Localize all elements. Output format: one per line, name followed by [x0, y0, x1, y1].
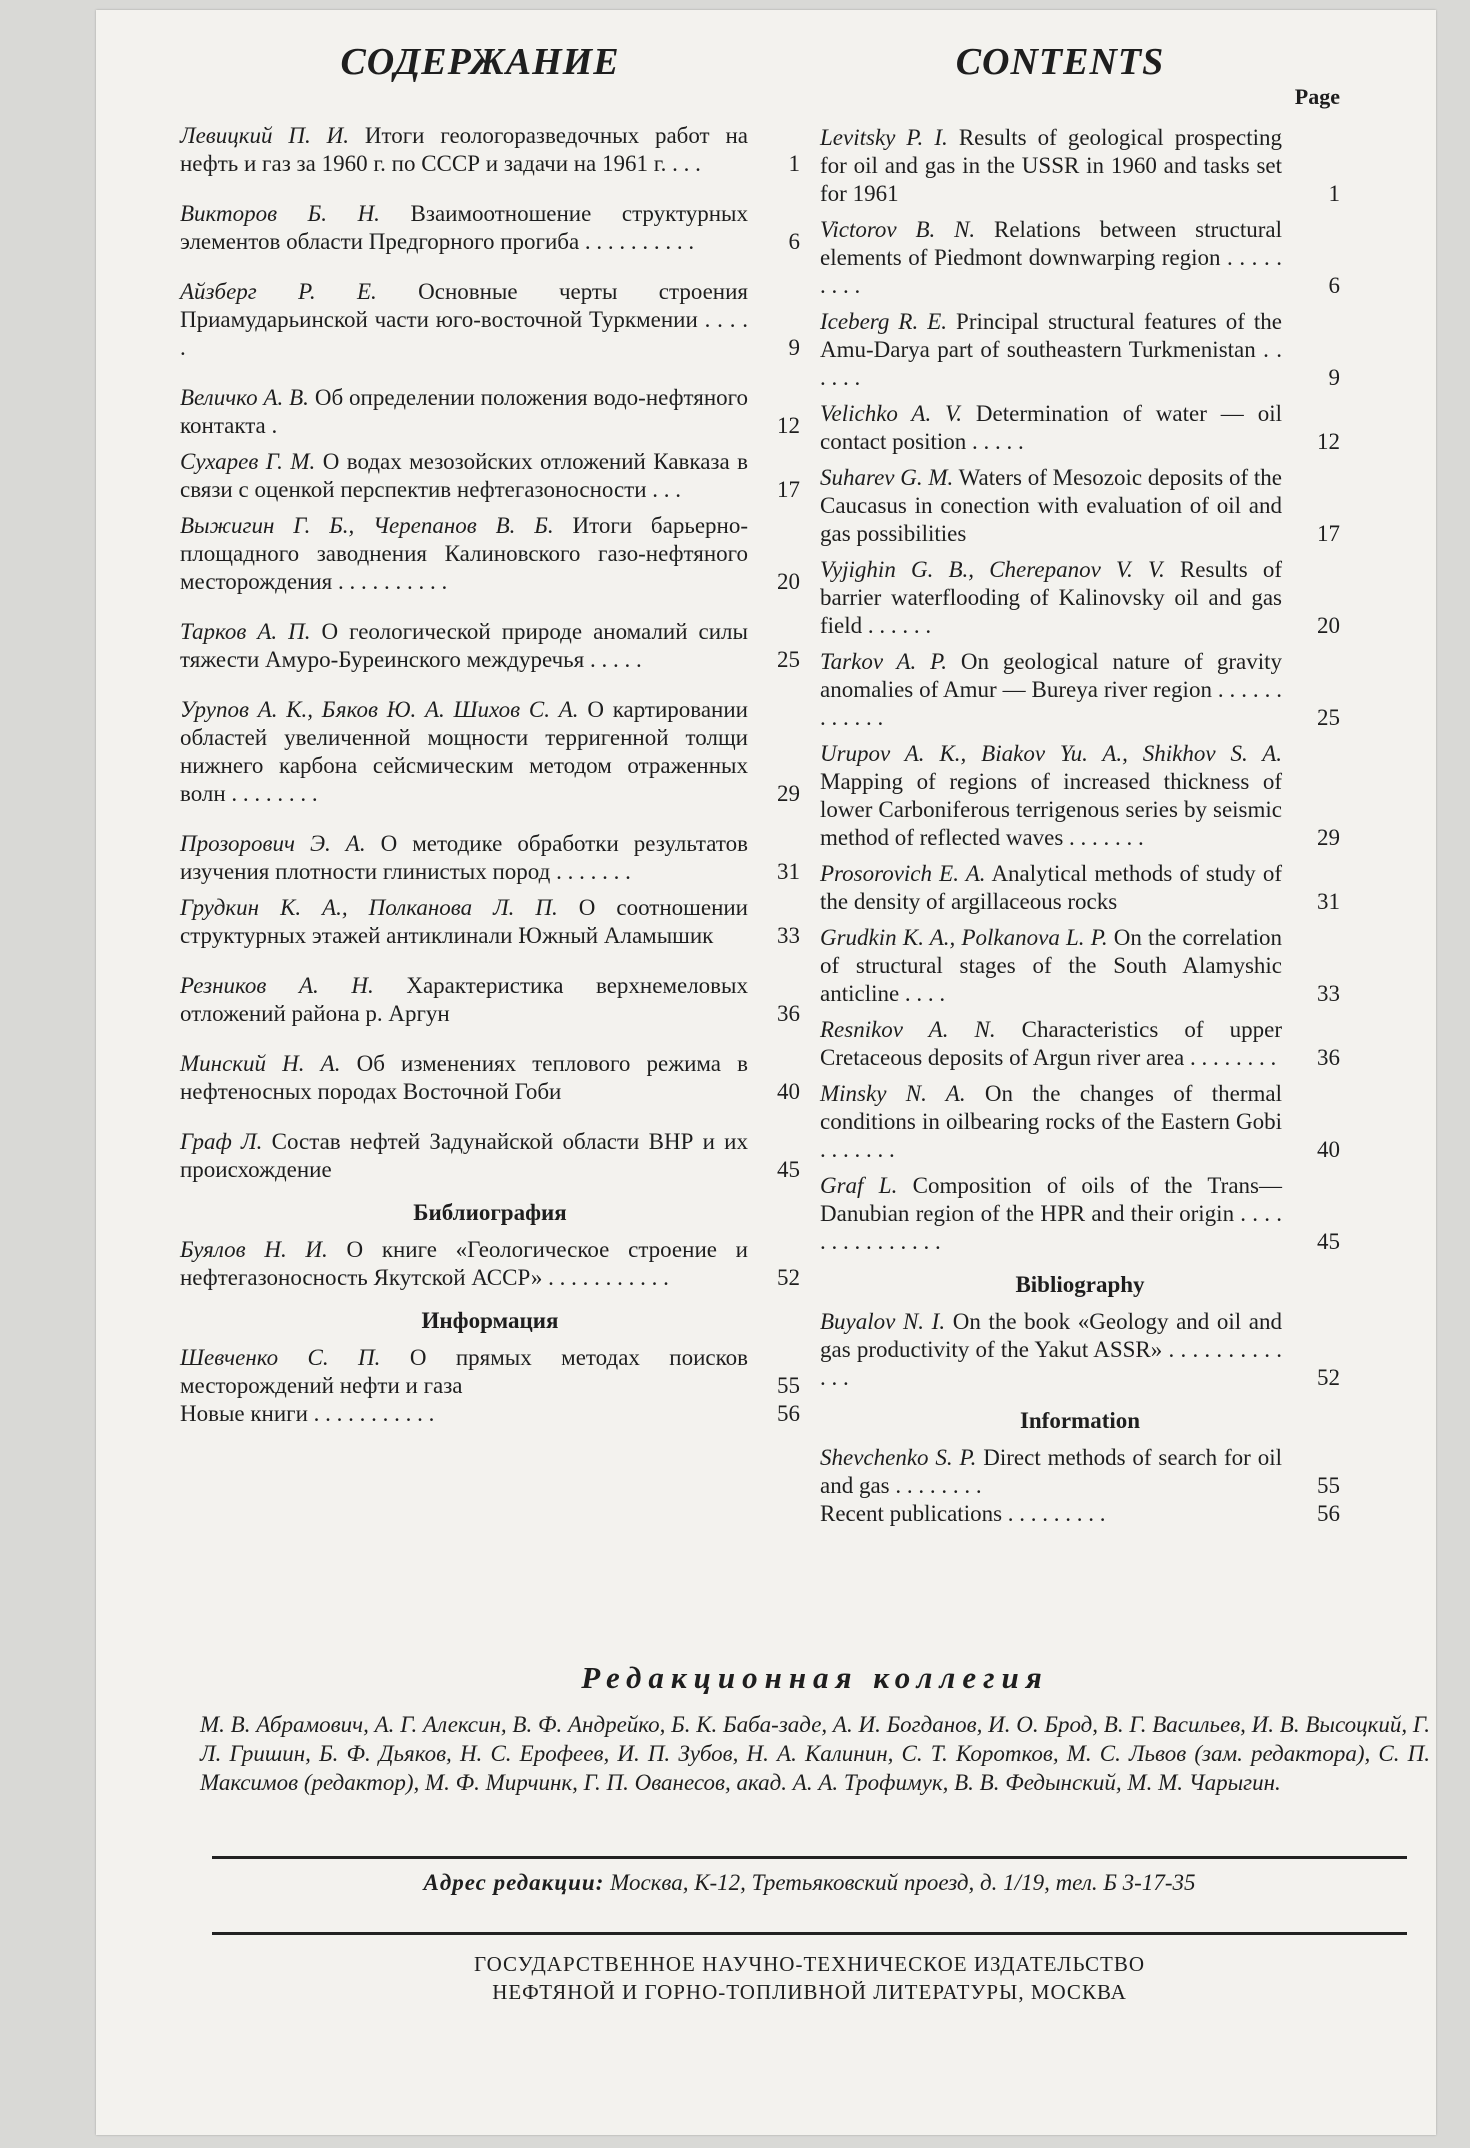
- entry-title: Analytical methods of study of the density of argillaceous rocks: [820, 861, 1283, 914]
- entry-author: Сухарев Г. М.: [180, 449, 316, 474]
- toc-entry: [820, 860, 1340, 916]
- entry-page: 40: [1317, 1137, 1340, 1162]
- toc-entry: [180, 696, 800, 808]
- ru-information-entry: [180, 1344, 800, 1400]
- contents-en-list: [820, 124, 1340, 1256]
- toc-entry: [180, 448, 800, 504]
- entry-title: Results of geological prospecting for oil and gas in the USSR in 1960 and tasks set for 1961: [820, 125, 1283, 206]
- entry-page: 55: [1317, 1473, 1340, 1498]
- entry-page: 6: [1328, 273, 1340, 298]
- entry-page: 20: [777, 569, 800, 594]
- toc-entry: [180, 278, 800, 362]
- entry-page: 33: [777, 923, 800, 948]
- entry-author: Buyalov N. I.: [820, 1309, 946, 1334]
- entry-title: Новые книги . . . . . . . . . . .: [180, 1401, 435, 1426]
- toc-entry: [180, 512, 800, 596]
- entry-author: Tarkov A. P.: [820, 649, 947, 674]
- entry-page: 12: [777, 413, 800, 438]
- entry-author: Тарков А. П.: [180, 619, 311, 644]
- ru-new-books-entry: [180, 1400, 800, 1428]
- contents-en-heading: CONTENTS: [955, 41, 1165, 83]
- entry-page: 56: [777, 1401, 800, 1426]
- ru-bibliography-heading: Библиография: [413, 1200, 567, 1225]
- entry-page: 52: [777, 1265, 800, 1290]
- en-recent-publications-entry: [820, 1500, 1340, 1528]
- entry-page: 9: [788, 335, 800, 360]
- entry-author: Выжигин Г. Б., Черепанов В. Б.: [180, 513, 554, 538]
- entry-page: 33: [1317, 981, 1340, 1006]
- address-label: Адрес редакции:: [423, 1870, 605, 1895]
- entry-title: Characteristics of upper Cretaceous deposits of Argun river area . . . . . . . .: [820, 1017, 1282, 1070]
- entry-title: Results of barrier waterflooding of Kalinovsky oil and gas field . . . . . .: [820, 557, 1283, 638]
- toc-entry: [180, 618, 800, 674]
- entry-author: Грудкин К. А., Полканова Л. П.: [180, 895, 558, 920]
- en-information-entry: [820, 1444, 1340, 1500]
- entry-author: Iceberg R. E.: [820, 309, 948, 334]
- toc-entry: [820, 1016, 1340, 1072]
- entry-author: Suharev G. M.: [820, 465, 954, 490]
- publisher-line-2: НЕФТЯНОЙ И ГОРНО-ТОПЛИВНОЙ ЛИТЕРАТУРЫ, МОСКВА: [492, 1980, 1127, 2004]
- entry-page: 17: [777, 477, 800, 502]
- entry-author: Graf L.: [820, 1173, 898, 1198]
- contents-en-column: [820, 40, 1340, 1528]
- address-text: Москва, К-12, Третьяковский проезд, д. 1/19, тел. Б 3-17-35: [610, 1870, 1196, 1895]
- entry-title: О прямых методах поисков месторождений нефти и газа: [180, 1345, 748, 1398]
- entry-author: Викторов Б. Н.: [180, 201, 380, 226]
- entry-author: Буялов Н. И.: [180, 1237, 328, 1262]
- entry-page: 17: [1317, 521, 1340, 546]
- ru-information-heading: Информация: [421, 1308, 559, 1333]
- entry-page: 56: [1317, 1501, 1340, 1526]
- entry-author: Граф Л.: [180, 1129, 263, 1154]
- entry-author: Minsky N. A.: [820, 1081, 966, 1106]
- toc-entry: [180, 200, 800, 256]
- entry-title: Composition of oils of the Trans—Danubian region of the HPR and their origin . . . . . . . . . . . . . . .: [820, 1173, 1282, 1254]
- toc-entry: [820, 400, 1340, 456]
- entry-author: Прозорович Э. А.: [180, 831, 366, 856]
- entry-page: 29: [1317, 825, 1340, 850]
- toc-entry: [180, 894, 800, 950]
- toc-entry: [180, 972, 800, 1028]
- entry-author: Urupov A. K., Biakov Yu. A., Shikhov S. A.: [820, 741, 1282, 766]
- entry-author: Айзберг Р. Е.: [180, 279, 377, 304]
- entry-author: Шевченко С. П.: [180, 1345, 381, 1370]
- entry-page: 9: [1328, 365, 1340, 390]
- contents-ru-heading: СОДЕРЖАНИЕ: [340, 41, 620, 83]
- toc-entry: [820, 740, 1340, 852]
- entry-title: Relations between structural elements of Piedmont downwarping region . . . . . . . . .: [820, 217, 1282, 298]
- entry-title: Principal structural features of the Amu-Darya part of southeastern Turkmenistan . . . . . .: [820, 309, 1283, 390]
- entry-author: Victorov B. N.: [820, 217, 976, 242]
- entry-page: 40: [777, 1079, 800, 1104]
- entry-title: О геологической природе аномалий силы тяжести Амуро-Буреинского междуречья . . . . .: [180, 619, 748, 672]
- entry-title: On the changes of thermal conditions in oilbearing rocks of the Eastern Gobi . . . . . . .: [820, 1081, 1282, 1162]
- entry-title: Характеристика верхнемеловых отложений района р. Аргун: [180, 973, 748, 1026]
- toc-entry: [820, 308, 1340, 392]
- entry-title: Direct methods of search for oil and gas . . . . . . . .: [820, 1445, 1282, 1498]
- entry-title: Итоги геологоразведочных работ на нефть и газ за 1960 г. по СССР и задачи на 1961 г. . . .: [180, 123, 749, 176]
- entry-title: Взаимоотношение структурных элементов области Предгорного прогиба . . . . . . . . . .: [180, 201, 749, 254]
- toc-entry: [180, 1128, 800, 1184]
- entry-title: On geological nature of gravity anomalies of Amur — Bureya river region . . . . . . . . . . . .: [820, 649, 1283, 730]
- toc-entry: [820, 556, 1340, 640]
- entry-author: Минский Н. А.: [180, 1051, 341, 1076]
- entry-author: Grudkin K. A., Polkanova L. P.: [820, 925, 1108, 950]
- toc-entry: [820, 216, 1340, 300]
- entry-title: О соотношении структурных этажей антиклинали Южный Аламышик: [180, 895, 748, 948]
- entry-author: Prosorovich E. A.: [820, 861, 986, 886]
- contents-ru-list: [180, 122, 800, 1184]
- entry-page: 31: [777, 859, 800, 884]
- toc-entry: [820, 924, 1340, 1008]
- publisher-line-1: ГОСУДАРСТВЕННОЕ НАУЧНО-ТЕХНИЧЕСКОЕ ИЗДАТЕЛЬСТВО: [473, 1952, 1146, 1976]
- entry-author: Velichko A. V.: [820, 401, 962, 426]
- publisher-imprint: [212, 1950, 1407, 2006]
- entry-title: Об определении положения водо-нефтяного контакта .: [180, 385, 749, 438]
- entry-author: Levitsky P. I.: [820, 125, 948, 150]
- entry-page: 25: [1317, 705, 1340, 730]
- entry-page: 36: [1317, 1045, 1340, 1070]
- contents-ru-column: [180, 40, 800, 1428]
- entry-title: О книге «Геологическое строение и нефтегазоносность Якутской АССР» . . . . . . . . . . .: [180, 1237, 748, 1290]
- entry-title: Determination of water — oil contact position . . . . .: [820, 401, 1282, 454]
- entry-title: Основные черты строения Приамударьинской части юго-восточной Туркмении . . . . .: [180, 279, 749, 360]
- toc-entry: [180, 122, 800, 178]
- editorial-board-members: М. В. Абрамович, А. Г. Алексин, В. Ф. Андрейко, Б. К. Баба-заде, А. И. Богданов, И. О. Брод, В. Г. Васильев, И. В. Высоцкий, Г. Л. Гришин, Б. Ф. Дьяков, Н. С. Ерофеев, И. П. Зубов, Н. А. Калинин, С. Т. Коротков, М. С. Львов (зам. редактора), С. П. Максимов (редактор), М. Ф. Мирчинк, Г. П. Ованесов, акад. А. А. Трофимук, В. В. Федынский, М. М. Чарыгин.: [200, 1712, 1430, 1795]
- en-information-heading: Information: [1019, 1408, 1141, 1433]
- entry-title: Об изменениях теплового режима в нефтеносных породах Восточной Гоби: [180, 1051, 748, 1104]
- entry-page: 36: [777, 1001, 800, 1026]
- editorial-board-title: Редакционная коллегия: [581, 1660, 1049, 1695]
- entry-page: 1: [1328, 181, 1340, 206]
- entry-title: Итоги барьерно-площадного заводнения Калиновского газо-нефтяного месторождения . . . . . . . . . .: [180, 513, 748, 594]
- entry-title: Waters of Mesozoic deposits of the Caucasus in conection with evaluation of oil and gas possibilities: [820, 465, 1282, 546]
- page-column-label: Page: [1294, 84, 1340, 109]
- entry-title: Состав нефтей Задунайской области ВНР и их происхождение: [180, 1129, 748, 1182]
- entry-page: 20: [1317, 613, 1340, 638]
- entry-author: Resnikov A. N.: [820, 1017, 996, 1042]
- entry-title: On the book «Geology and oil and gas productivity of the Yakut ASSR» . . . . . . . . . . . . .: [820, 1309, 1283, 1390]
- ru-bibliography-entry: [180, 1236, 800, 1292]
- editorial-address: [212, 1870, 1407, 1896]
- entry-author: Резников А. Н.: [180, 973, 374, 998]
- entry-page: 55: [777, 1373, 800, 1398]
- entry-title: Mapping of regions of increased thickness of lower Carboniferous terrigenous series by seismic method of reflected waves . . . . . . .: [820, 769, 1282, 850]
- toc-entry: [820, 1172, 1340, 1256]
- entry-page: 45: [1317, 1229, 1340, 1254]
- toc-entry: [820, 648, 1340, 732]
- entry-title: О картировании областей увеличенной мощности терригенной толщи нижнего карбона сейсмическим методом отраженных волн . . . . . . . .: [180, 697, 748, 806]
- entry-author: Величко А. В.: [180, 385, 309, 410]
- entry-page: 1: [788, 151, 800, 176]
- entry-page: 45: [777, 1157, 800, 1182]
- entry-title: О водах мезозойских отложений Кавказа в связи с оценкой перспектив нефтегазоносности . . .: [180, 449, 749, 502]
- entry-page: 12: [1317, 429, 1340, 454]
- divider-top: [212, 1856, 1407, 1859]
- en-bibliography-entry: [820, 1308, 1340, 1392]
- entry-title: О методике обработки результатов изучения плотности глинистых пород . . . . . . .: [180, 831, 748, 884]
- en-bibliography-heading: Bibliography: [1015, 1272, 1145, 1297]
- toc-entry: [820, 124, 1340, 208]
- toc-entry: [180, 1050, 800, 1106]
- entry-author: Shevchenko S. P.: [820, 1445, 977, 1470]
- entry-page: 52: [1317, 1365, 1340, 1390]
- entry-title: On the correlation of structural stages of the South Alamyshic anticline . . . .: [820, 925, 1283, 1006]
- editorial-board: [200, 1660, 1430, 1797]
- toc-entry: [820, 1080, 1340, 1164]
- entry-title: Recent publications . . . . . . . . .: [820, 1501, 1106, 1526]
- toc-entry: [180, 384, 800, 440]
- entry-page: 31: [1317, 889, 1340, 914]
- entry-author: Урупов А. К., Бяков Ю. А. Шихов С. А.: [180, 697, 579, 722]
- divider-bottom: [212, 1932, 1407, 1935]
- toc-entry: [820, 464, 1340, 548]
- entry-page: 29: [777, 781, 800, 806]
- entry-author: Левицкий П. И.: [180, 123, 349, 148]
- toc-entry: [180, 830, 800, 886]
- entry-page: 25: [777, 647, 800, 672]
- entry-author: Vyjighin G. B., Cherepanov V. V.: [820, 557, 1165, 582]
- entry-page: 6: [788, 229, 800, 254]
